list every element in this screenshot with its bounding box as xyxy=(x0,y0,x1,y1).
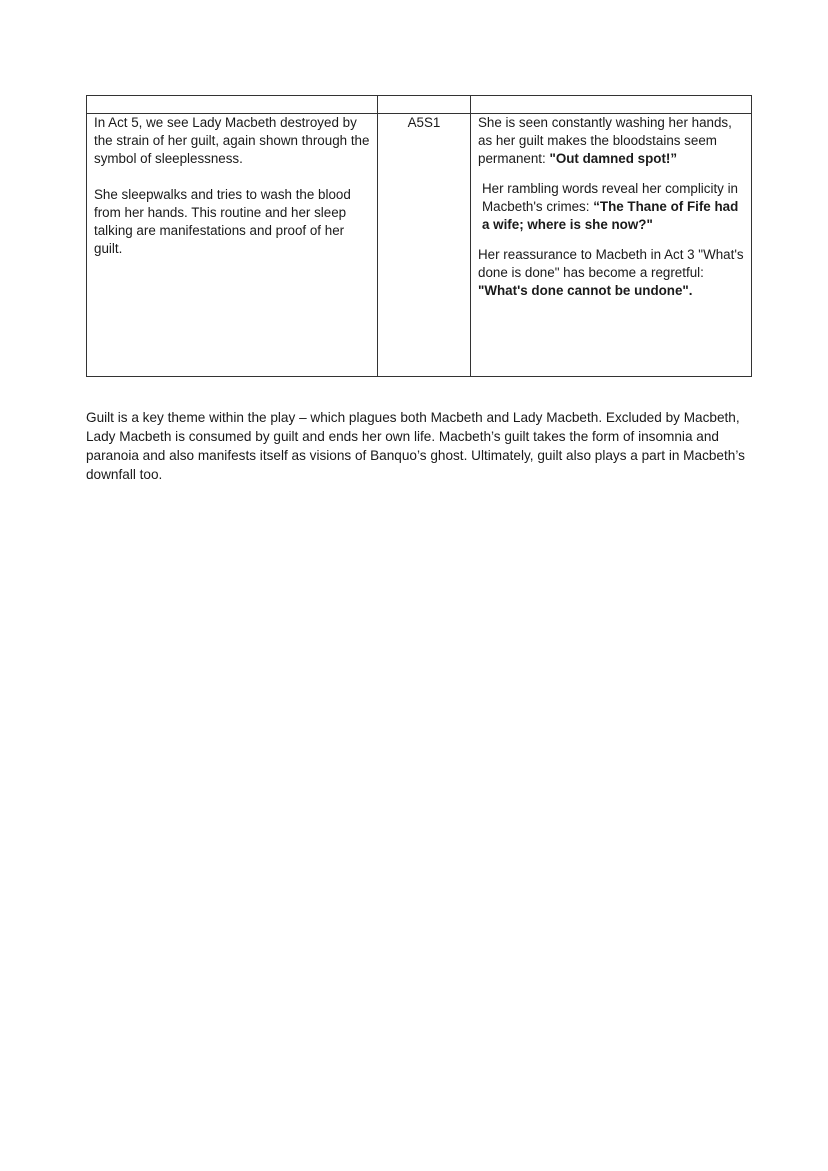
evidence-1-text: She is seen constantly washing her hands, as her guilt makes the bloodstains seem permanent: xyxy=(478,115,732,166)
evidence-paragraph-3 xyxy=(478,246,744,300)
point-paragraph-2: She sleepwalks and tries to wash the blood from her hands. This routine and her sleep talking are manifestations and proof of her guilt. xyxy=(94,187,351,256)
evidence-3-text: Her reassurance to Macbeth in Act 3 "What's done is done" has become a regretful: xyxy=(478,247,744,280)
point-paragraph-1: In Act 5, we see Lady Macbeth destroyed by the strain of her guilt, again shown through the symbol of sleeplessness. xyxy=(94,115,370,166)
empty-cell-evidence xyxy=(471,96,752,114)
empty-cell-ao xyxy=(378,96,471,114)
summary-paragraph: Guilt is a key theme within the play – which plagues both Macbeth and Lady Macbeth. Excluded by Macbeth, Lady Macbeth is consumed by guilt and ends her own life. Macbeth’s guilt takes the form of insomnia and paranoia and also manifests itself as visions of Banquo’s ghost. Ultimately, guilt also plays a part in Macbeth’s downfall too. xyxy=(86,410,745,482)
point-cell xyxy=(87,114,378,377)
evidence-1-quote: "Out damned spot!” xyxy=(549,151,678,166)
ao-cell xyxy=(378,114,471,377)
table-row xyxy=(87,114,752,377)
evidence-2-quote: “The Thane of Fife had a wife; where is she now?" xyxy=(482,199,739,232)
analysis-table xyxy=(86,95,752,377)
evidence-paragraph-2 xyxy=(478,180,744,234)
ao-reference: A5S1 xyxy=(407,115,441,130)
table-header-row xyxy=(87,96,752,114)
evidence-cell xyxy=(471,114,752,377)
evidence-paragraph-1 xyxy=(478,114,744,168)
evidence-3-quote: "What's done cannot be undone". xyxy=(478,283,693,298)
evidence-2-text: Her rambling words reveal her complicity in Macbeth's crimes: xyxy=(482,181,738,214)
empty-cell-point xyxy=(87,96,378,114)
